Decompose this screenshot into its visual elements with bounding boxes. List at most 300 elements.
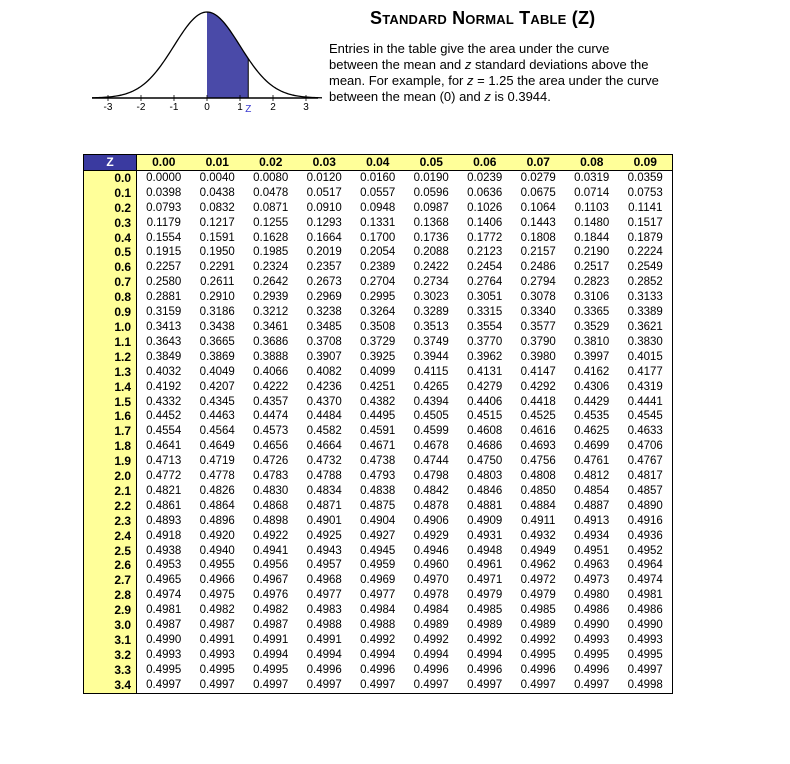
table-cell: 0.4994 <box>413 648 449 661</box>
table-cell: 0.4966 <box>199 574 235 587</box>
table-cell: 0.4767 <box>619 454 673 469</box>
table-cell: 0.4913 <box>574 514 610 527</box>
table-cell: 0.2190 <box>574 246 610 259</box>
table-cell: 0.0438 <box>199 186 235 199</box>
table-cell: 0.4929 <box>413 529 449 542</box>
table-cell: 0.2910 <box>199 291 235 304</box>
page-title: Standard Normal Table (Z) <box>370 8 596 28</box>
table-cell: 0.4993 <box>146 648 182 661</box>
table-cell: 0.4699 <box>574 440 610 453</box>
table-cell: 0.4986 <box>574 604 610 617</box>
table-cell: 0.4988 <box>306 619 342 632</box>
row-z-label: 0.9 <box>84 305 137 320</box>
table-cell: 0.2357 <box>306 261 342 274</box>
table-cell: 0.3078 <box>520 291 556 304</box>
table-cell: 0.4969 <box>360 574 396 587</box>
table-cell: 0.2389 <box>360 261 396 274</box>
table-cell: 0.4778 <box>199 470 235 483</box>
table-cell: 0.4788 <box>306 470 342 483</box>
table-cell: 0.4633 <box>619 424 673 439</box>
table-cell: 0.4961 <box>467 559 503 572</box>
row-z-label: 3.0 <box>84 618 137 633</box>
table-cell: 0.4686 <box>467 440 503 453</box>
table-cell: 0.4319 <box>619 380 673 395</box>
table-row <box>84 395 673 410</box>
table-cell: 0.4997 <box>405 678 459 693</box>
table-cell: 0.3790 <box>520 335 556 348</box>
table-cell: 0.4131 <box>467 365 503 378</box>
table-cell: 0.4941 <box>253 544 289 557</box>
table-cell: 0.3907 <box>306 350 342 363</box>
table-cell: 0.0714 <box>574 186 610 199</box>
table-cell: 0.4997 <box>619 663 673 678</box>
table-cell: 0.4992 <box>413 634 449 646</box>
table-cell: 0.3389 <box>619 305 673 320</box>
table-cell: 0.2517 <box>574 261 610 274</box>
table-cell: 0.4992 <box>467 634 503 646</box>
table-row <box>84 588 673 603</box>
table-cell: 0.3133 <box>619 290 673 305</box>
table-cell: 0.4441 <box>619 395 673 410</box>
table-cell: 0.4535 <box>574 410 610 423</box>
table-cell: 0.4406 <box>467 395 503 408</box>
table-cell: 0.1103 <box>574 201 609 214</box>
table-cell: 0.1179 <box>146 216 181 229</box>
row-z-label: 0.2 <box>84 201 137 216</box>
table-cell: 0.4678 <box>413 440 449 453</box>
table-cell: 0.4265 <box>413 380 449 393</box>
table-cell: 0.4985 <box>467 604 503 617</box>
table-cell: 0.3708 <box>306 335 342 348</box>
table-cell: 0.3315 <box>467 306 503 319</box>
table-cell: 0.2224 <box>619 245 673 260</box>
table-cell: 0.2764 <box>467 276 503 289</box>
table-row <box>84 573 673 588</box>
table-cell: 0.0040 <box>199 171 235 184</box>
normal-curve-diagram <box>92 4 322 120</box>
table-cell: 0.1026 <box>467 201 503 214</box>
axis-tick-label: 2 <box>270 102 276 113</box>
row-z-label: 2.6 <box>84 558 137 573</box>
table-cell: 0.3997 <box>574 350 610 363</box>
table-cell: 0.4881 <box>467 499 503 512</box>
table-cell: 0.2734 <box>413 276 449 289</box>
table-cell: 0.4995 <box>199 663 235 676</box>
table-cell: 0.1985 <box>253 246 289 259</box>
row-z-label: 3.1 <box>84 633 137 648</box>
table-cell: 0.4997 <box>565 678 619 693</box>
table-cell: 0.4991 <box>199 634 235 646</box>
table-cell: 0.4964 <box>619 558 673 573</box>
table-cell: 0.4953 <box>146 559 182 572</box>
table-cell: 0.1406 <box>467 216 503 229</box>
row-z-label: 2.9 <box>84 603 137 618</box>
axis-tick-label: 3 <box>303 102 309 113</box>
table-cell: 0.2642 <box>253 276 289 289</box>
table-cell: 0.0675 <box>520 186 556 199</box>
table-cell: 0.2794 <box>520 276 556 289</box>
table-cell: 0.1517 <box>619 216 673 231</box>
table-row <box>84 275 673 290</box>
row-z-label: 1.1 <box>84 335 137 350</box>
row-z-label: 1.7 <box>84 424 137 439</box>
table-cell: 0.4951 <box>574 544 610 557</box>
table-cell: 0.4817 <box>619 469 673 484</box>
table-cell: 0.3023 <box>413 291 449 304</box>
table-cell: 0.1700 <box>360 231 396 244</box>
table-cell: 0.4918 <box>146 529 182 542</box>
table-row <box>84 618 673 633</box>
table-cell: 0.0359 <box>619 170 673 185</box>
table-cell: 0.4599 <box>413 425 449 438</box>
table-cell: 0.4934 <box>574 529 610 542</box>
table-cell: 0.4932 <box>520 529 556 542</box>
table-cell: 0.2580 <box>146 276 182 289</box>
table-row <box>84 320 673 335</box>
table-cell: 0.3888 <box>253 350 289 363</box>
table-cell: 0.4998 <box>619 678 673 693</box>
table-cell: 0.4996 <box>574 663 610 676</box>
table-row <box>84 469 673 484</box>
table-cell: 0.2054 <box>360 246 396 259</box>
table-cell: 0.1217 <box>199 216 235 229</box>
table-cell: 0.4693 <box>520 440 556 453</box>
table-cell: 0.4345 <box>199 395 235 408</box>
table-cell: 0.1368 <box>413 216 449 229</box>
table-cell: 0.1554 <box>146 231 182 244</box>
row-z-label: 3.4 <box>84 678 137 693</box>
table-cell: 0.4995 <box>253 663 289 676</box>
table-cell: 0.4616 <box>520 425 556 438</box>
table-cell: 0.4955 <box>199 559 235 572</box>
table-cell: 0.4996 <box>467 663 503 676</box>
table-cell: 0.4994 <box>306 648 342 661</box>
table-cell: 0.2881 <box>146 291 182 304</box>
table-row <box>84 305 673 320</box>
table-cell: 0.1255 <box>253 216 289 229</box>
table-cell: 0.4906 <box>413 514 449 527</box>
table-cell: 0.4826 <box>199 484 235 497</box>
table-cell: 0.4857 <box>619 484 673 499</box>
row-z-label: 1.3 <box>84 365 137 380</box>
row-z-label: 2.4 <box>84 529 137 544</box>
row-z-label: 1.5 <box>84 395 137 410</box>
table-row <box>84 424 673 439</box>
table-cell: 0.4968 <box>306 574 342 587</box>
table-cell: 0.3485 <box>306 320 342 333</box>
table-cell: 0.1915 <box>146 246 182 259</box>
table-cell: 0.1628 <box>253 231 289 244</box>
table-cell: 0.1664 <box>306 231 342 244</box>
table-cell: 0.4973 <box>574 574 610 587</box>
table-cell: 0.0910 <box>306 201 342 214</box>
table-cell: 0.2852 <box>619 275 673 290</box>
table-cell: 0.4382 <box>360 395 396 408</box>
table-cell: 0.3770 <box>467 335 503 348</box>
table-cell: 0.4960 <box>413 559 449 572</box>
table-cell: 0.4981 <box>146 604 182 617</box>
table-cell: 0.4251 <box>360 380 396 393</box>
row-z-label: 3.2 <box>84 648 137 663</box>
table-cell: 0.4987 <box>199 619 235 632</box>
table-cell: 0.2486 <box>520 261 556 274</box>
table-cell: 0.4997 <box>458 678 512 693</box>
table-cell: 0.4997 <box>137 678 191 693</box>
table-cell: 0.3980 <box>520 350 556 363</box>
table-cell: 0.4049 <box>199 365 235 378</box>
table-cell: 0.4495 <box>360 410 396 423</box>
row-z-label: 2.8 <box>84 588 137 603</box>
table-cell: 0.4962 <box>520 559 556 572</box>
table-cell: 0.1064 <box>520 201 556 214</box>
table-cell: 0.4936 <box>619 529 673 544</box>
table-cell: 0.4940 <box>199 544 235 557</box>
table-cell: 0.4573 <box>253 425 289 438</box>
table-cell: 0.3438 <box>199 320 235 333</box>
table-cell: 0.4981 <box>619 588 673 603</box>
table-cell: 0.4984 <box>360 604 396 617</box>
table-cell: 0.2549 <box>619 260 673 275</box>
table-cell: 0.0398 <box>146 186 182 199</box>
table-cell: 0.4394 <box>413 395 449 408</box>
table-cell: 0.0478 <box>253 186 289 199</box>
table-cell: 0.4744 <box>413 455 449 468</box>
table-cell: 0.4370 <box>306 395 342 408</box>
axis-tick-label: -2 <box>136 102 146 113</box>
table-cell: 0.0120 <box>306 171 342 184</box>
table-cell: 0.4115 <box>414 365 449 378</box>
table-cell: 0.4082 <box>306 365 342 378</box>
table-cell: 0.1331 <box>360 216 396 229</box>
table-cell: 0.4987 <box>146 619 182 632</box>
table-cell: 0.1879 <box>619 231 673 246</box>
table-cell: 0.4945 <box>360 544 396 557</box>
table-cell: 0.4982 <box>253 604 289 617</box>
table-cell: 0.4916 <box>619 514 673 529</box>
row-z-label: 2.3 <box>84 514 137 529</box>
table-cell: 0.3106 <box>574 291 610 304</box>
table-row <box>84 350 673 365</box>
table-cell: 0.4671 <box>360 440 396 453</box>
table-cell: 0.3186 <box>199 306 235 319</box>
table-cell: 0.4484 <box>306 410 342 423</box>
table-row <box>84 335 673 350</box>
table-cell: 0.4793 <box>360 470 396 483</box>
table-cell: 0.4938 <box>146 544 182 557</box>
table-cell: 0.4974 <box>619 573 673 588</box>
table-cell: 0.4989 <box>520 619 556 632</box>
row-z-label: 0.1 <box>84 186 137 201</box>
table-cell: 0.4984 <box>413 604 449 617</box>
table-cell: 0.4719 <box>199 455 235 468</box>
table-cell: 0.3577 <box>520 320 556 333</box>
table-row <box>84 380 673 395</box>
table-cell: 0.4861 <box>146 499 182 512</box>
table-row <box>84 216 673 231</box>
table-cell: 0.4987 <box>253 619 289 632</box>
column-header: 0.02 <box>244 155 298 171</box>
table-cell: 0.1480 <box>574 216 610 229</box>
table-cell: 0.4834 <box>306 484 342 497</box>
column-header: 0.05 <box>405 155 459 171</box>
table-cell: 0.0987 <box>413 201 449 214</box>
description: Entries in the table give the area under the curve between the mean and z standard deviations above the mean. For example, for z = 1.25 the area under the curve between the mean (0) and z is 0.3944. <box>329 41 659 104</box>
table-cell: 0.4884 <box>520 499 556 512</box>
z-marker: Z <box>245 104 252 115</box>
table-cell: 0.2673 <box>306 276 342 289</box>
table-cell: 0.4554 <box>146 425 182 438</box>
table-cell: 0.4279 <box>467 380 503 393</box>
table-row <box>84 365 673 380</box>
table-cell: 0.0517 <box>306 186 342 199</box>
table-cell: 0.0160 <box>360 171 396 184</box>
table-cell: 0.4625 <box>574 425 610 438</box>
table-row <box>84 186 673 201</box>
table-cell: 0.1844 <box>574 231 610 244</box>
table-cell: 0.3461 <box>253 320 289 333</box>
table-cell: 0.4920 <box>199 529 235 542</box>
table-cell: 0.4582 <box>306 425 342 438</box>
row-z-label: 1.4 <box>84 380 137 395</box>
table-cell: 0.4452 <box>146 410 182 423</box>
table-cell: 0.4982 <box>199 604 235 617</box>
row-z-label: 1.2 <box>84 350 137 365</box>
table-cell: 0.4911 <box>521 514 556 527</box>
row-z-label: 0.0 <box>84 170 137 185</box>
table-cell: 0.4015 <box>619 350 673 365</box>
table-cell: 0.4948 <box>467 544 503 557</box>
table-cell: 0.4922 <box>253 529 289 542</box>
table-cell: 0.3665 <box>199 335 235 348</box>
table-cell: 0.3729 <box>360 335 396 348</box>
table-row <box>84 648 673 663</box>
table-cell: 0.4956 <box>253 559 289 572</box>
table-cell: 0.4972 <box>520 574 556 587</box>
table-cell: 0.4979 <box>520 589 556 602</box>
table-cell: 0.4713 <box>146 455 182 468</box>
table-cell: 0.4830 <box>253 484 289 497</box>
corner-header: Z <box>84 155 137 171</box>
table-cell: 0.4207 <box>199 380 235 393</box>
table-cell: 0.4854 <box>574 484 610 497</box>
table-cell: 0.4761 <box>574 455 610 468</box>
table-cell: 0.0239 <box>467 171 503 184</box>
row-z-label: 0.5 <box>84 245 137 260</box>
table-cell: 0.4978 <box>413 589 449 602</box>
row-z-label: 1.0 <box>84 320 137 335</box>
table-cell: 0.4850 <box>520 484 556 497</box>
table-cell: 0.4985 <box>520 604 556 617</box>
table-cell: 0.4505 <box>413 410 449 423</box>
table-cell: 0.4306 <box>574 380 610 393</box>
table-cell: 0.4952 <box>619 544 673 559</box>
table-cell: 0.4871 <box>306 499 342 512</box>
column-header: 0.04 <box>351 155 405 171</box>
table-cell: 0.0793 <box>146 201 182 214</box>
column-header: 0.06 <box>458 155 512 171</box>
axis-tick-label: -3 <box>103 102 113 113</box>
table-cell: 0.4292 <box>520 380 556 393</box>
table-cell: 0.4812 <box>574 470 610 483</box>
table-cell: 0.4976 <box>253 589 289 602</box>
table-cell: 0.4967 <box>253 574 289 587</box>
table-cell: 0.3264 <box>360 306 396 319</box>
z-table <box>83 154 673 694</box>
table-cell: 0.3944 <box>413 350 449 363</box>
axis-tick-label: 0 <box>204 102 210 113</box>
table-cell: 0.0636 <box>467 186 503 199</box>
table-cell: 0.4990 <box>574 619 610 632</box>
table-cell: 0.4946 <box>413 544 449 557</box>
table-cell: 0.4997 <box>191 678 245 693</box>
table-row <box>84 201 673 216</box>
table-cell: 0.3810 <box>574 335 610 348</box>
table-cell: 0.3925 <box>360 350 396 363</box>
table-cell: 0.4991 <box>306 634 342 646</box>
table-cell: 0.4147 <box>520 365 556 378</box>
table-cell: 0.1772 <box>467 231 503 244</box>
table-cell: 0.2995 <box>360 291 396 304</box>
table-row <box>84 663 673 678</box>
table-cell: 0.4890 <box>619 499 673 514</box>
table-row <box>84 544 673 559</box>
table-row <box>84 484 673 499</box>
table-cell: 0.2324 <box>253 261 289 274</box>
column-header: 0.03 <box>298 155 352 171</box>
table-cell: 0.4927 <box>360 529 396 542</box>
table-cell: 0.4418 <box>520 395 556 408</box>
table-cell: 0.4846 <box>467 484 503 497</box>
table-cell: 0.4878 <box>413 499 449 512</box>
table-cell: 0.4995 <box>574 648 610 661</box>
axis-tick-labels <box>104 102 310 113</box>
table-cell: 0.2454 <box>467 261 503 274</box>
table-cell: 0.4925 <box>306 529 342 542</box>
table-row <box>84 454 673 469</box>
table-cell: 0.1950 <box>199 246 235 259</box>
table-cell: 0.0871 <box>253 201 289 214</box>
table-cell: 0.4975 <box>199 589 235 602</box>
table-cell: 0.4977 <box>306 589 342 602</box>
table-row <box>84 633 673 648</box>
table-row <box>84 170 673 185</box>
table-cell: 0.2088 <box>413 246 449 259</box>
table-cell: 0.4995 <box>520 648 556 661</box>
table-row <box>84 529 673 544</box>
table-cell: 0.4750 <box>467 455 503 468</box>
table-cell: 0.4977 <box>360 589 396 602</box>
table-cell: 0.2123 <box>467 246 503 259</box>
table-cell: 0.4898 <box>253 514 289 527</box>
table-cell: 0.4738 <box>360 455 396 468</box>
table-cell: 0.4909 <box>467 514 503 527</box>
table-cell: 0.4222 <box>253 380 289 393</box>
column-header: 0.01 <box>191 155 245 171</box>
table-cell: 0.2019 <box>306 246 342 259</box>
table-row <box>84 245 673 260</box>
table-cell: 0.3962 <box>467 350 503 363</box>
table-cell: 0.4842 <box>413 484 449 497</box>
column-header: 0.00 <box>137 155 191 171</box>
table-cell: 0.4838 <box>360 484 396 497</box>
table-cell: 0.0596 <box>413 186 449 199</box>
table-cell: 0.4989 <box>413 619 449 632</box>
table-cell: 0.3643 <box>146 335 182 348</box>
table-cell: 0.4474 <box>253 410 289 423</box>
table-cell: 0.4525 <box>520 410 556 423</box>
table-cell: 0.4192 <box>146 380 182 393</box>
table-cell: 0.4099 <box>360 365 396 378</box>
